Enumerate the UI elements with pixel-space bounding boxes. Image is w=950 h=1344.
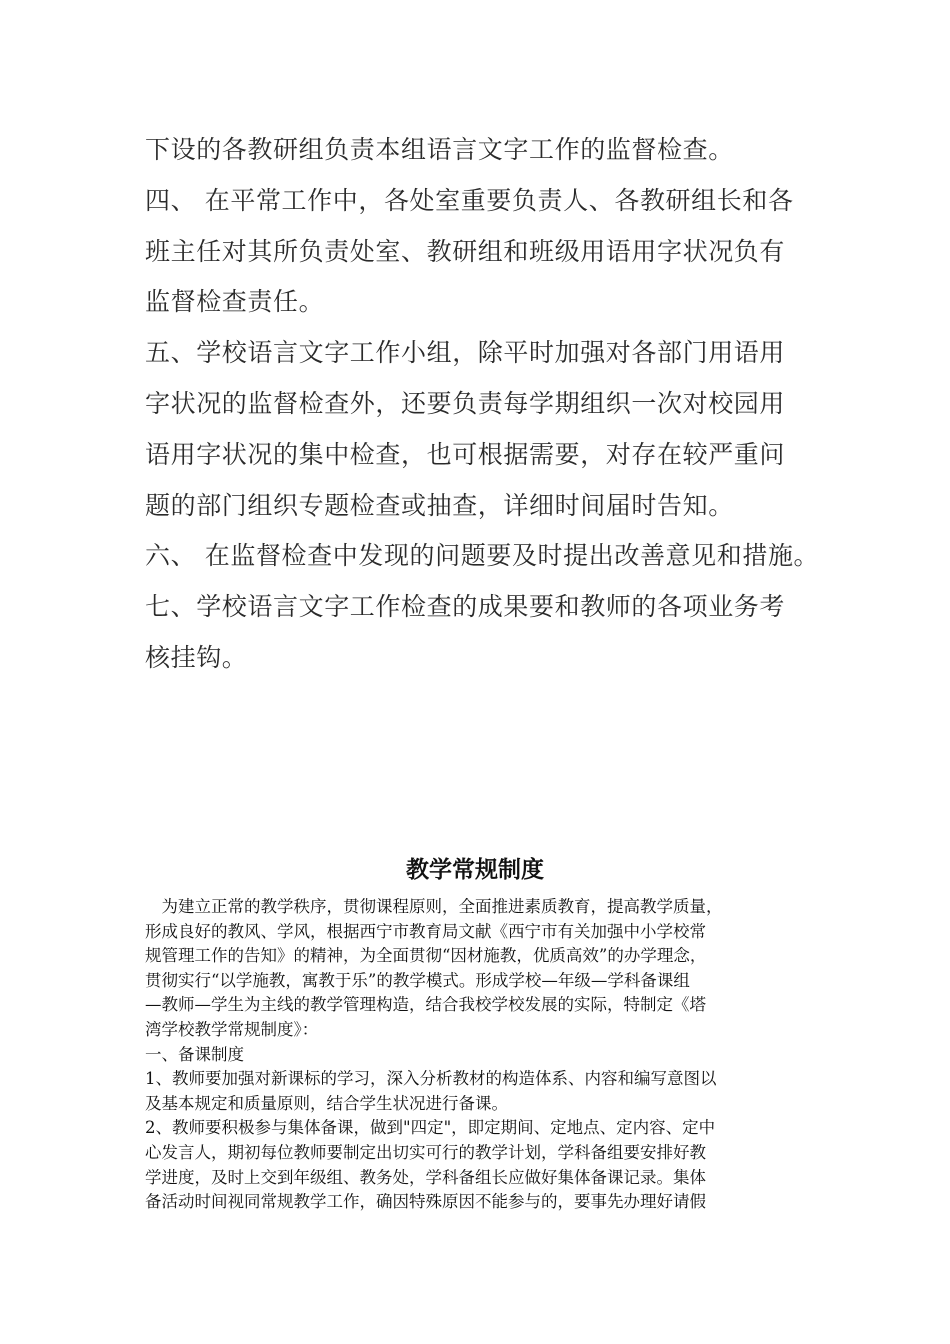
text-line: 五、学校语言文字工作小组，除平时加强对各部门用语用 <box>145 338 786 368</box>
text-line: 语用字状况的集中检查，也可根据需要，对存在较严重问 <box>145 439 786 469</box>
section-title: 教学常规制度 <box>406 856 544 883</box>
upper-text-block <box>145 125 825 684</box>
text-line: 六、 在监督检查中发现的问题要及时提出改善意见和措施。 <box>145 541 820 571</box>
text-line: —教师—学生为主线的教学管理构造，结合我校学校发展的实际，特制定《塔 <box>145 995 706 1015</box>
text-line: 湾学校教学常规制度》： <box>145 1019 319 1039</box>
text-line: 心发言人，期初每位教师要制定出切实可行的教学计划，学科备组要安排好教 <box>145 1142 706 1162</box>
text-line: 七、学校语言文字工作检查的成果要和教师的各项业务考 <box>145 592 786 622</box>
text-line: 1、教师要加强对新课标的学习，深入分析教材的构造体系、内容和编写意图以 <box>145 1069 717 1089</box>
text-line: 备活动时间视同常规教学工作，确因特殊原因不能参与的，要事先办理好请假 <box>145 1192 706 1212</box>
lower-text-block <box>145 895 815 1215</box>
text-line: 形成良好的教风、学风，根据西宁市教育局文献《西宁市有关加强中小学校常 <box>145 921 706 941</box>
text-line: 班主任对其所负责处室、教研组和班级用语用字状况负有 <box>145 236 786 266</box>
text-line: 及基本规定和质量原则，结合学生状况进行备课。 <box>145 1093 508 1113</box>
text-line: 贯彻实行“以学施教，寓教于乐”的教学模式。形成学校—年级—学科备课组 <box>145 970 690 990</box>
text-line: 四、 在平常工作中，各处室重要负责人、各教研组长和各 <box>145 185 794 215</box>
heading-line: 一、备课制度 <box>145 1044 244 1064</box>
text-line: 监督检查责任。 <box>145 287 325 317</box>
text-line: 学进度，及时上交到年级组、教务处，学科备组长应做好集体备课记录。集体 <box>145 1167 706 1187</box>
text-line: 下设的各教研组负责本组语言文字工作的监督检查。 <box>145 135 734 164</box>
text-line: 规管理工作的告知》的精神，为全面贯彻“因材施教，优质高效”的办学理念， <box>145 946 707 966</box>
text-line: 2、教师要积极参与集体备课，做到"四定"，即定期间、定地点、定内容、定中 <box>145 1118 716 1138</box>
text-line: 核挂钩。 <box>145 642 248 672</box>
text-line: 为建立正常的教学秩序，贯彻课程原则，全面推进素质教育，提高教学质量， <box>145 897 723 916</box>
text-line: 字状况的监督检查外，还要负责每学期组织一次对校园用 <box>145 388 786 418</box>
text-line: 题的部门组织专题检查或抽查，详细时间届时告知。 <box>145 490 734 520</box>
